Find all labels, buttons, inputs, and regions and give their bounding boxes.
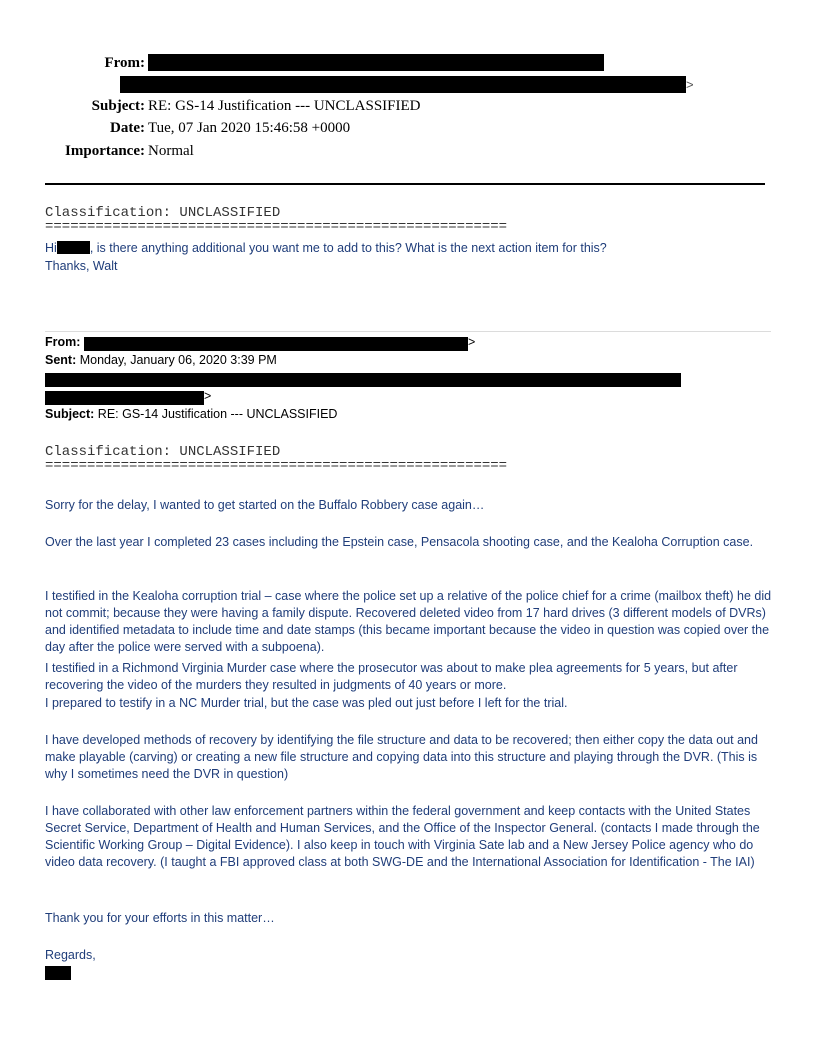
fwd-subject-label: Subject:	[45, 407, 95, 421]
fwd-sent	[45, 353, 277, 367]
body-paragraph-1: Sorry for the delay, I wanted to get started on the Buffalo Robbery case again…	[45, 498, 485, 512]
header-divider	[45, 183, 765, 185]
fwd-from-label: From:	[45, 335, 81, 349]
redacted-from-address	[120, 76, 686, 93]
fwd-sent-label: Sent:	[45, 353, 77, 367]
fwd-sent-value: Monday, January 06, 2020 3:39 PM	[79, 353, 277, 367]
reply-separator: =======================================================	[45, 222, 508, 234]
redacted-fwd-from	[84, 337, 468, 351]
importance-label: Importance:	[65, 143, 145, 159]
body-paragraph-6: Thank you for your efforts in this matter…	[45, 911, 275, 925]
date-label: Date:	[110, 120, 145, 136]
importance-value: Normal	[148, 143, 194, 159]
reply-greeting	[45, 240, 773, 257]
fwd-classification: Classification: UNCLASSIFIED	[45, 444, 281, 460]
body-paragraph-3b: I testified in a Richmond Virginia Murder case where the prosecutor was about to make plea agreements for 5 years, but after recovering the video of the murders they resulted in judgments of 40 years or more.	[45, 661, 738, 692]
body-paragraph-3a: I testified in the Kealoha corruption trial – case where the police set up a relative of the police chief for a crime (mailbox theft) he did not commit; because they were having a family dispute. Recovered deleted video from 17 hard drives (3 different models of DVRs) and identified metadata to include time and date stamps (this became important because the video in question was copied over the day after the police were served with a subpoena).	[45, 589, 772, 654]
greeting-rest: , is there anything additional you want me to add to this? What is the next action item for this?	[89, 241, 607, 255]
from-label: From:	[104, 55, 145, 71]
fwd-subject	[45, 407, 337, 421]
body-paragraph-7: Regards,	[45, 948, 96, 962]
forward-divider	[45, 331, 771, 332]
redacted-from	[148, 54, 604, 71]
subject-value: RE: GS-14 Justification --- UNCLASSIFIED	[148, 98, 421, 114]
fwd-from	[45, 335, 80, 349]
body-paragraph-2: Over the last year I completed 23 cases including the Epstein case, Pensacola shooting case, and the Kealoha Corruption case.	[45, 535, 754, 549]
redacted-signature	[45, 966, 71, 980]
redacted-fwd-to-line1	[45, 373, 681, 387]
from-trailing: >	[686, 77, 694, 92]
fwd-separator: =======================================================	[45, 461, 508, 473]
date-value: Tue, 07 Jan 2020 15:46:58 +0000	[148, 120, 351, 136]
reply-classification: Classification: UNCLASSIFIED	[45, 205, 281, 221]
reply-signoff: Thanks, Walt	[45, 259, 118, 273]
body-paragraph-5: I have collaborated with other law enforcement partners within the federal government and keep contacts with the United States Secret Service, Department of Health and Human Services, and the Office of the Inspector General. (contacts I made through the Scientific Working Group – Digital Evidence). I also keep in touch with Virginia Sate lab and a New Jersey Police agency who do video data recovery. (I taught a FBI approved class at both SWG-DE and the International Association for Identification - The IAI)	[45, 804, 760, 869]
redacted-fwd-to-line2	[45, 391, 204, 405]
fwd-subject-value: RE: GS-14 Justification --- UNCLASSIFIED	[97, 407, 338, 421]
redacted-recipient-name	[57, 241, 90, 254]
fwd-from-trailing: >	[468, 335, 476, 349]
fwd-to-trailing: >	[204, 389, 212, 403]
body-paragraph-4: I have developed methods of recovery by identifying the file structure and data to be recovered; then either copy the data out and make playable (carving) or creating a new file structure and copying data into this structure and playing through the DVR. (This is why I sometimes need the DVR in question)	[45, 733, 758, 781]
subject-label: Subject:	[91, 98, 145, 114]
greeting-start: Hi	[45, 241, 57, 255]
body-paragraph-3c: I prepared to testify in a NC Murder trial, but the case was pled out just before I left for the trial.	[45, 696, 568, 710]
